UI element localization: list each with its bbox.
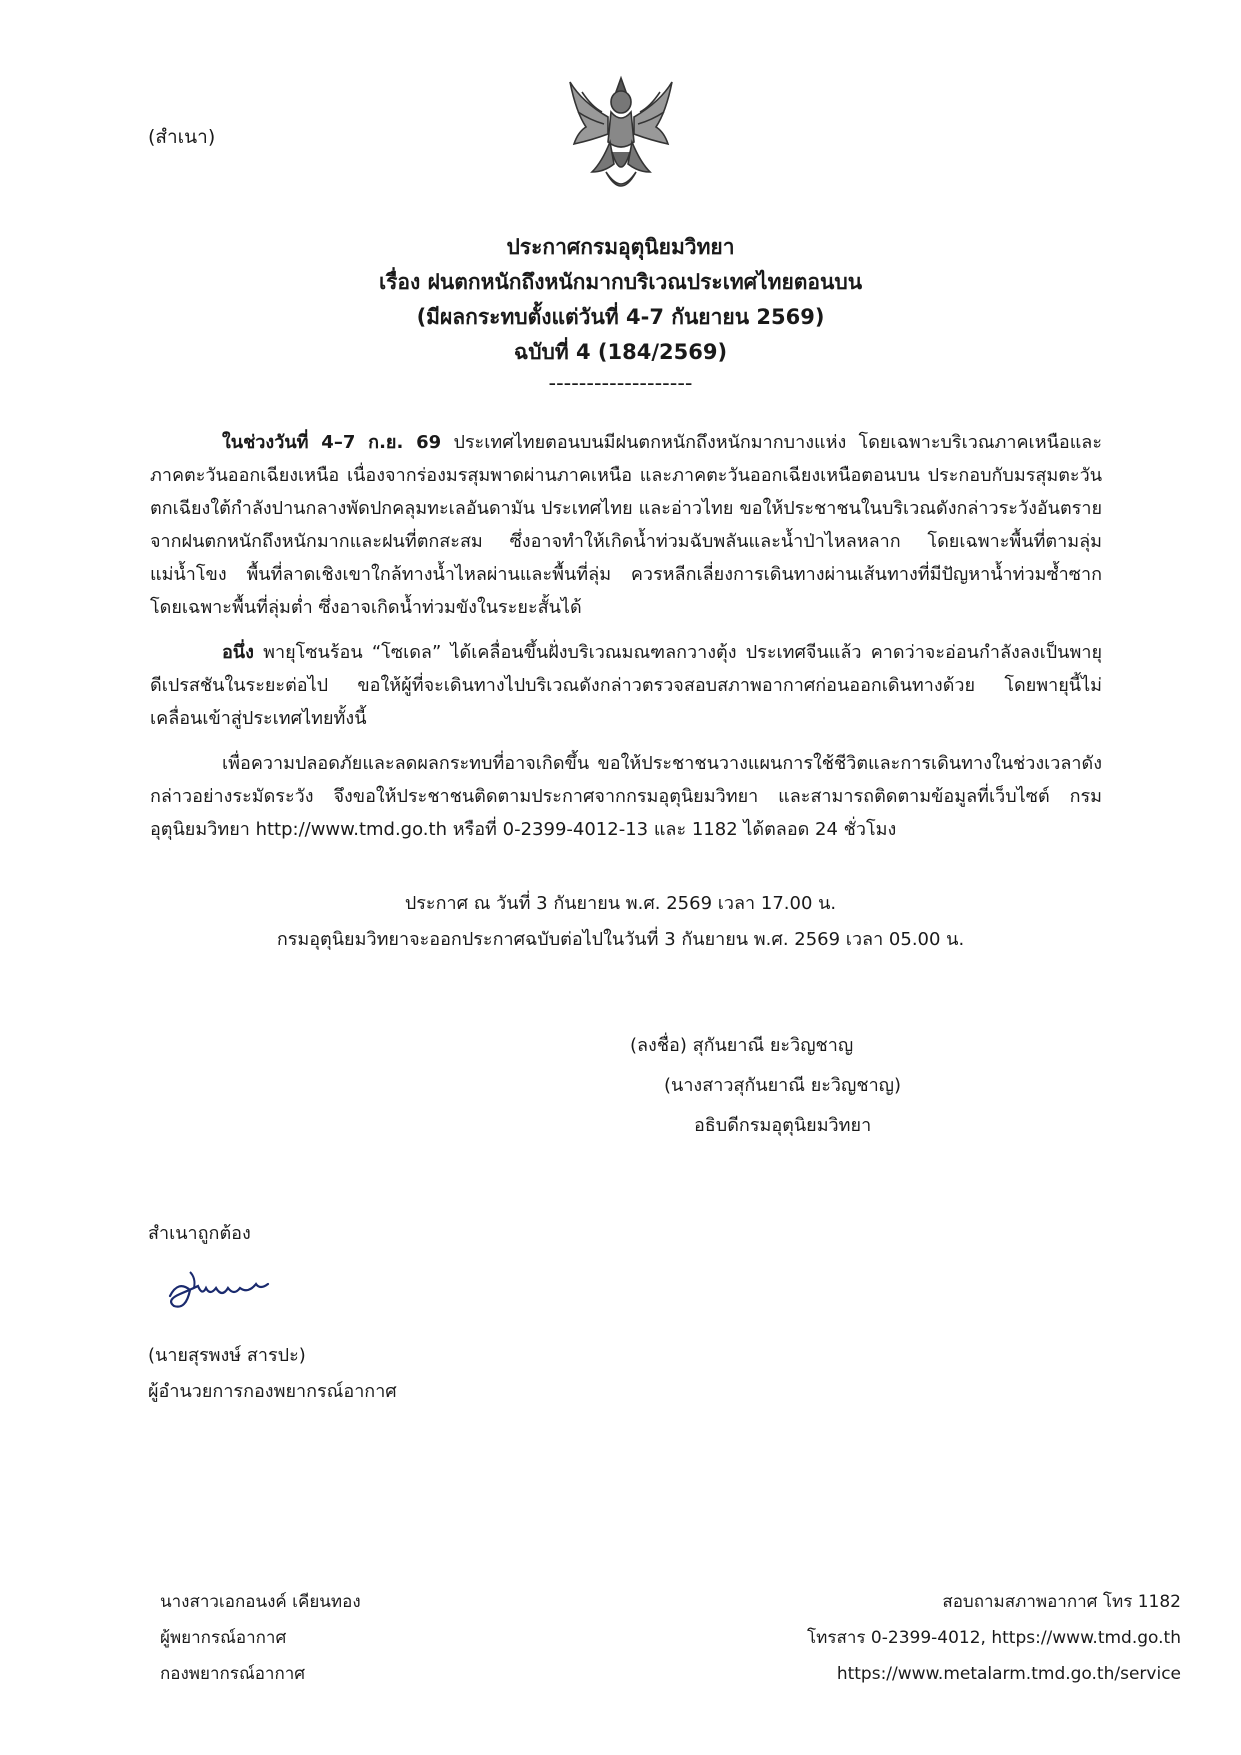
footer-right-link: https://www.metalarm.tmd.go.th/service [836, 1664, 1181, 1684]
certifier-name: (นายสุรพงษ์ สารปะ) [148, 1345, 306, 1366]
title-line-3: (มีผลกระทบตั้งแต่วันที่ 4-7 กันยายน 2569) [416, 305, 825, 329]
footer-left [160, 1584, 361, 1692]
paragraph-1-lead: ในช่วงวันที่ 4–7 ก.ย. 69 [222, 432, 442, 453]
signatory-position: อธิบดีกรมอุตุนิยมวิทยา [694, 1115, 872, 1136]
paragraph-1 [150, 426, 1102, 624]
paragraph-2 [150, 636, 1102, 735]
footer-left-role: ผู้พยากรณ์อากาศ [160, 1628, 287, 1648]
paragraph-2-text: พายุโซนร้อน “โซเดล” ได้เคลื่อนขึ้นฝั่งบริเวณมณฑลกวางตุ้ง ประเทศจีนแล้ว คาดว่าจะอ่อนกำลังลงเป็นพายุดีเปรสชันในระยะต่อไป ขอให้ผู้ที่จะเดินทางไปบริเวณดังกล่าวตรวจสอบสภาพอากาศก่อนออกเดินทางด้วย โดยพายุนี้ไม่เคลื่อนเข้าสู่ประเทศไทยทั้งนี้ [150, 642, 1102, 729]
footer-right-phone: สอบถามสภาพอากาศ โทร 1182 [942, 1592, 1181, 1612]
footer-right [807, 1584, 1181, 1692]
paragraph-3 [150, 747, 1102, 846]
copy-mark: (สำเนา) [148, 126, 216, 148]
announcement-date-block [0, 886, 1241, 958]
paragraph-2-lead: อนึ่ง [222, 642, 254, 663]
paragraph-3-text: เพื่อความปลอดภัยและลดผลกระทบที่อาจเกิดขึ้น ขอให้ประชาชนวางแผนการใช้ชีวิตและการเดินทางในช่วงเวลาดังกล่าวอย่างระมัดระวัง จึงขอให้ประชาชนติดตามประกาศจากกรมอุตุนิยมวิทยา และสามารถติดตามข้อมูลที่เว็บไซต์ กรมอุตุนิยมวิทยา http://www.tmd.go.th หรือที่ 0-2399-4012-13 และ 1182 ได้ตลอด 24 ชั่วโมง [150, 753, 1102, 840]
paragraph-1-text: ประเทศไทยตอนบนมีฝนตกหนักถึงหนักมากบางแห่ง โดยเฉพาะบริเวณภาคเหนือและภาคตะวันออกเฉียงเหนือ เนื่องจากร่องมรสุมพาดผ่านภาคเหนือ และภาคตะวันออกเฉียงเหนือตอนบน ประกอบกับมรสุมตะวันตกเฉียงใต้กำลังปานกลางพัดปกคลุมทะเลอันดามัน ประเทศไทย และอ่าวไทย ขอให้ประชาชนในบริเวณดังกล่าวระวังอันตรายจากฝนตกหนักถึงหนักมากและฝนที่ตกสะสม ซึ่งอาจทำให้เกิดน้ำท่วมฉับพลันและน้ำป่าไหลหลาก โดยเฉพาะพื้นที่ตามลุ่มแม่น้ำโขง พื้นที่ลาดเชิงเขาใกล้ทางน้ำไหลผ่านและพื้นที่ลุ่ม ควรหลีกเลี่ยงการเดินทางผ่านเส้นทางที่มีปัญหาน้ำท่วมซ้ำซาก โดยเฉพาะพื้นที่ลุ่มต่ำ ซึ่งอาจเกิดน้ำท่วมขังในระยะสั้นได้ [150, 432, 1102, 618]
next-announcement: กรมอุตุนิยมวิทยาจะออกประกาศฉบับต่อไปในวันที่ 3 กันยายน พ.ศ. 2569 เวลา 05.00 น. [276, 929, 965, 950]
footer-left-name: นางสาวเอกอนงค์ เคียนทอง [160, 1592, 361, 1612]
title-line-2: เรื่อง ฝนตกหนักถึงหนักมากบริเวณประเทศไทยตอนบน [378, 270, 863, 294]
garuda-emblem-icon [562, 72, 680, 202]
certifier-position: ผู้อำนวยการกองพยากรณ์อากาศ [148, 1381, 397, 1402]
announcement-body [150, 426, 1102, 858]
footer-right-fax: โทรสาร 0-2399-4012, https://www.tmd.go.th [807, 1628, 1181, 1648]
announcement-title-block [0, 230, 1241, 396]
signatory-full-name: (นางสาวสุกันยาณี ยะวิญชาญ) [664, 1075, 902, 1096]
signed-by: (ลงชื่อ) สุกันยาณี ยะวิญชาญ [630, 1035, 854, 1056]
certified-copy-label: สำเนาถูกต้อง [148, 1223, 251, 1244]
title-line-1: ประกาศกรมอุตุนิยมวิทยา [506, 235, 735, 259]
footer-left-division: กองพยากรณ์อากาศ [160, 1664, 306, 1684]
title-line-4: ฉบับที่ 4 (184/2569) [513, 340, 728, 364]
announce-date: ประกาศ ณ วันที่ 3 กันยายน พ.ศ. 2569 เวลา 17.00 น. [404, 893, 837, 914]
title-divider: ------------------- [548, 371, 693, 395]
handwritten-signature [160, 1266, 278, 1316]
